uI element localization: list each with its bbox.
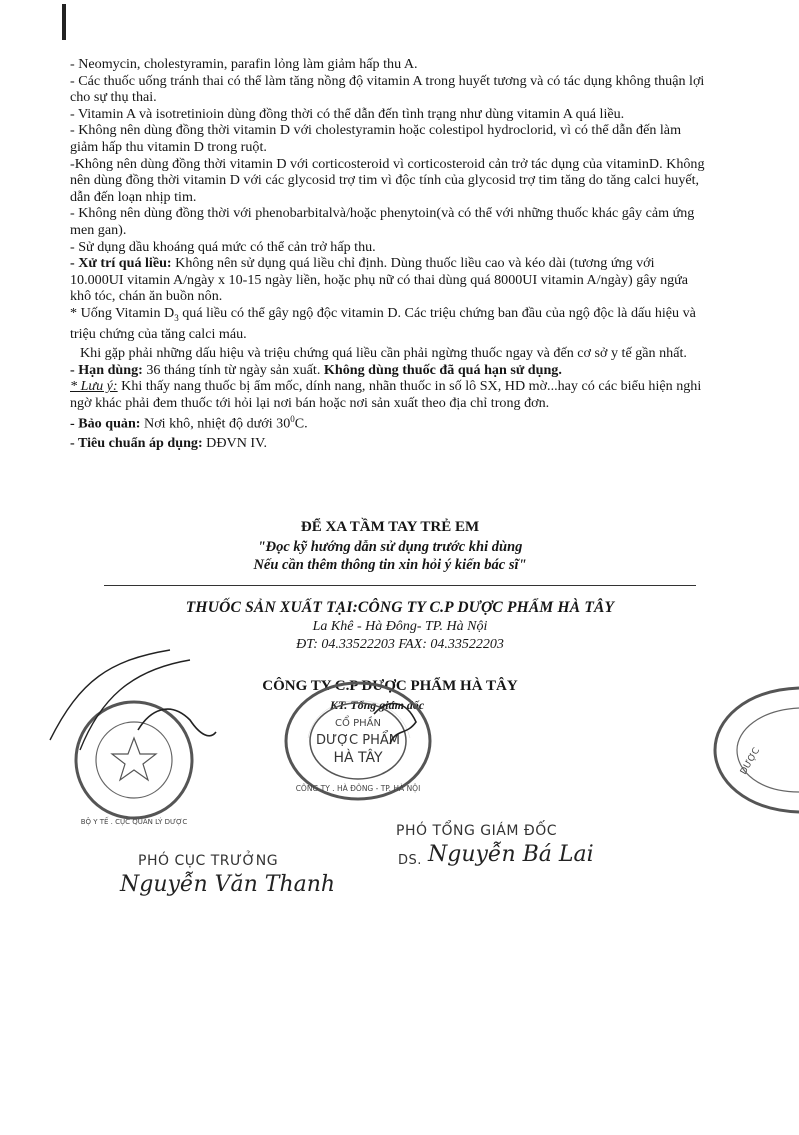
company-stamp-line2: DƯỢC PHẨM [316, 733, 400, 748]
para-storage [70, 411, 710, 432]
para-cholestyramin: - Không nên dùng đồng thời vitamin D với cholestyramin hoặc colestipol hydroclorid, vì có thể dẫn đến làm giảm hấp thu vitamin D trong ruột. [70, 122, 682, 155]
company-subtitle: KT. Tổng giám đốc [330, 698, 425, 712]
margin-mark [62, 4, 66, 40]
storage-unit: C. [294, 415, 308, 432]
overdose-text: Không nên sử dụng quá liều chỉ định. Dùng thuốc liều cao và kéo dài (tương ứng với 10.000UI vitamin A/ngày x 10-15 ngày liền, hoặc phụ nữ có thai dùng quá 8000UI vitamin A/ngày) gây ngứa khô tóc, chán ăn buồn nôn. [70, 255, 689, 305]
para-overdose [70, 255, 710, 305]
expiry-label: - Hạn dùng: [70, 361, 143, 378]
manufacturer-phone: ĐT: 04.33522203 FAX: 04.33522203 [296, 637, 504, 652]
para-phenobarbital: - Không nên dùng đồng thời với phenobarbitalvà/hoặc phenytoin(và có thể với những thuốc khác gây cảm ứng men gan). [70, 205, 695, 238]
deputy-director-name: Nguyễn Bá Lai [428, 842, 594, 867]
company-stamp-line1: CỔ PHẦN [335, 718, 381, 729]
company-stamp [278, 678, 438, 804]
expiry-text: 36 tháng tính từ ngày sản xuất. [142, 361, 324, 378]
para-overdose-advice: Khi gặp phải những dấu hiệu và triệu chứng quá liều cần phải ngừng thuốc ngay và đến cơ sở y tế gần nhất. [80, 344, 687, 361]
storage-degree: 0 [290, 414, 295, 425]
deputy-director-title: PHÓ TỔNG GIÁM ĐỐC [396, 823, 558, 839]
manufacturer-address: La Khê - Hà Đông- TP. Hà Nội [312, 619, 488, 634]
para-contraceptives: - Các thuốc uống tránh thai có thể làm tăng nồng độ vitamin A trong huyết tương và có tác dụng không thuận lợi cho sự thụ thai. [70, 72, 705, 106]
para-standard [70, 435, 710, 452]
keep-away-warning: ĐỂ XA TẦM TAY TRẺ EM [300, 519, 480, 535]
para-vitamin-d-overdose [70, 305, 710, 343]
right-edge-stamp [705, 680, 799, 820]
authority-stamp-ring: BỘ Y TẾ . CỤC QUẢN LÝ DƯỢC [80, 818, 188, 826]
authority-name: Nguyễn Văn Thanh [120, 872, 336, 897]
vitd-pre: * Uống Vitamin D [70, 304, 175, 321]
note-label: * Lưu ý: [70, 378, 118, 395]
read-instructions-line1: "Đọc kỹ hướng dẫn sử dụng trước khi dùng [257, 539, 523, 555]
para-mineral-oil: - Sử dụng dầu khoáng quá mức có thể cản trở hấp thu. [70, 238, 376, 255]
standard-text: DĐVN IV. [202, 434, 267, 451]
vitd-sub: 3 [174, 312, 179, 323]
authority-signature [20, 640, 220, 760]
vitd-post: quá liều có thể gây ngộ độc vitamin D. Các triệu chứng ban đầu của ngộ độc là dấu hiệu và triệu chứng của tăng calci máu. [70, 304, 696, 343]
company-stamp-line3: HÀ TÂY [333, 750, 383, 766]
manufacturer-line: THUỐC SẢN XUẤT TẠI:CÔNG TY C.P DƯỢC PHẨM HÀ TÂY [185, 599, 615, 616]
storage-label: - Bảo quản: [70, 415, 141, 432]
note-text: Khi thấy nang thuốc bị ẩm mốc, dính nang, nhãn thuốc in số lô SX, HD mờ...hay có các biểu hiện nghi ngờ khác phải đem thuốc tới hỏi lại nơi bán hoặc nơi sản xuất theo địa chỉ trong đơn. [70, 378, 702, 411]
overdose-label: - Xử trí quá liều: [70, 255, 172, 272]
para-expiry [70, 362, 710, 379]
para-corticosteroid: -Không nên dùng đồng thời vitamin D với corticosteroid vì corticosteroid cản trở tác dụng của vitaminD. Không nên dùng đồng thời vitamin D với các glycosid trợ tim vì độc tính của glycosid trợ tim tăng do tăng calci huyết, dẫn đến loạn nhịp tim. [70, 155, 705, 205]
deputy-director-prefix: DS. [398, 853, 422, 868]
company-stamp-ring: CÔNG TY . HÀ ĐÔNG - TP. HÀ NỘI [295, 784, 421, 793]
storage-text: Nơi khô, nhiệt độ dưới 30 [140, 415, 291, 432]
para-isotretinoin: - Vitamin A và isotretinioin dùng đồng thời có thể dẫn đến tình trạng như dùng vitamin A quá liều. [70, 105, 625, 122]
read-instructions-line2: Nếu cần thêm thông tin xin hỏi ý kiến bác sĩ" [253, 557, 527, 573]
standard-label: - Tiêu chuẩn áp dụng: [70, 434, 203, 451]
para-note [70, 378, 710, 411]
document-body [70, 56, 710, 451]
expiry-warning: Không dùng thuốc đã quá hạn sử dụng. [323, 361, 562, 378]
authority-title: PHÓ CỤC TRƯỞNG [138, 853, 279, 869]
para-neomycin: - Neomycin, cholestyramin, parafin lỏng làm giảm hấp thu A. [70, 56, 418, 72]
divider-line [104, 585, 696, 586]
company-name: CÔNG TY C.P DƯỢC PHẨM HÀ TÂY [262, 678, 518, 694]
right-stamp-text: DƯỢC [738, 746, 763, 777]
